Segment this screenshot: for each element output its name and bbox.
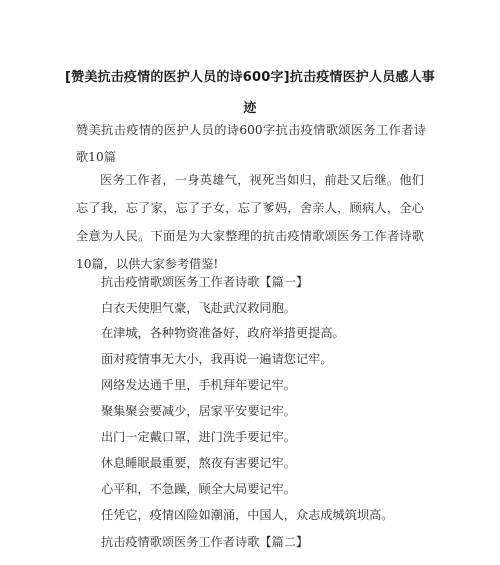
body-paragraph: 医务工作者，一身英雄气，视死当如归，前赴又后继。他们忘了我，忘了家，忘了子女，忘了爹妈，舍亲人，顾病人，全心全意为人民。下面是为大家整理的抗击疫情歌颂医务工作者诗歌10篇，以供大家参考借鉴! <box>76 173 424 271</box>
document-title: [赞美抗击疫情的医护人员的诗600字]抗击疫情医护人员感人事迹 <box>64 70 436 116</box>
poem-line: 任凭它，疫情凶险如潮涌，中国人，众志成城筑坝高。 <box>101 508 394 522</box>
poem-line: 心平和，不急躁，顾全大局要记牢。 <box>101 482 296 496</box>
poem-line: 休息睡眠最重要，熬夜有害要记牢。 <box>101 456 296 470</box>
poem-line: 出门一定戴口罩，进门洗手要记牢。 <box>101 430 296 444</box>
poem-line: 网络发达通千里，手机拜年要记牢。 <box>101 378 296 392</box>
poem-line: 面对疫情事无大小，我再说一遍请您记牢。 <box>101 352 333 366</box>
section-heading-2: 抗击疫情歌颂医务工作者诗歌【篇二】 <box>101 535 309 549</box>
poem-line: 白衣天使胆气豪，飞赴武汉救同胞。 <box>101 301 296 315</box>
poem-line: 在津城，各种物资准备好，政府举措更提高。 <box>101 326 345 340</box>
section-heading-1: 抗击疫情歌颂医务工作者诗歌【篇一】 <box>101 275 309 289</box>
poem-line: 聚集聚会要减少，居家平安要记牢。 <box>101 404 296 418</box>
intro-paragraph: 赞美抗击疫情的医护人员的诗600字抗击疫情歌颂医务工作者诗歌10篇 <box>76 123 426 164</box>
